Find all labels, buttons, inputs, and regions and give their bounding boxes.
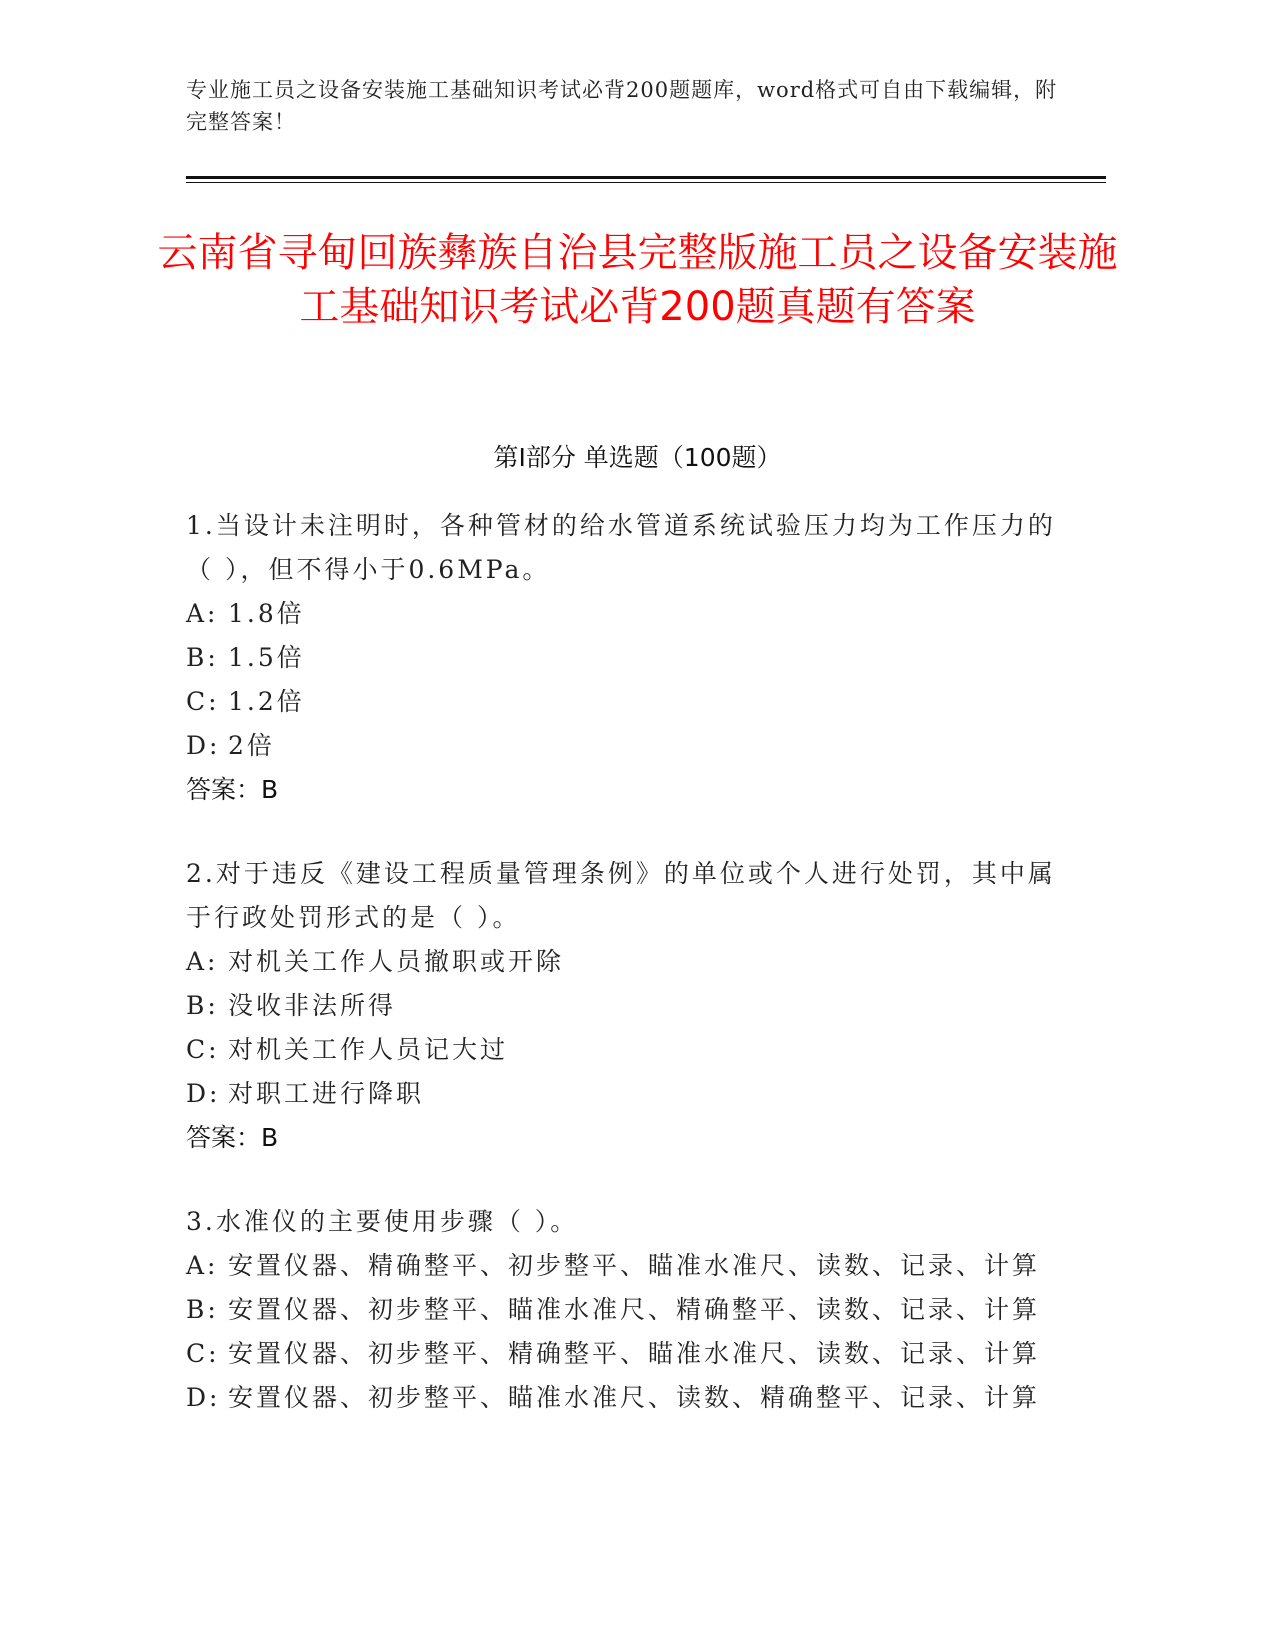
option-text: 没收非法所得 [228,991,397,1020]
option-letter: C: [186,687,220,716]
question-stem: 2.对于违反《建设工程质量管理条例》的单位或个人进行处罚，其中属于行政处罚形式的是（ ）。 [186,859,1056,932]
option-d [186,724,1066,768]
answer: 答案：B [186,775,279,804]
option-b [186,984,1066,1028]
option-letter: A: [186,947,219,976]
option-text: 对机关工作人员撤职或开除 [228,947,565,976]
question-2 [186,852,1066,1160]
option-letter: A: [186,599,219,628]
option-letter: B: [186,991,219,1020]
document-title: 云南省寻甸回族彝族自治县完整版施工员之设备安装施工基础知识考试必背200题真题有答案 [157,230,1118,330]
header-rule-thin [186,182,1106,183]
option-a [186,940,1066,984]
option-c [186,1332,1066,1376]
question-3 [186,1200,1066,1420]
option-text: 安置仪器、初步整平、瞄准水准尺、读数、精确整平、记录、计算 [228,1383,1041,1412]
header-note: 专业施工员之设备安装施工基础知识考试必背200题题库，word格式可自由下载编辑，附完整答案！ [186,78,1058,134]
option-b [186,636,1066,680]
option-letter: C: [186,1339,220,1368]
option-text: 1.2倍 [228,687,305,716]
option-letter: B: [186,643,219,672]
option-c [186,680,1066,724]
option-a [186,592,1066,636]
option-letter: D: [186,1383,221,1412]
question-stem: 1.当设计未注明时，各种管材的给水管道系统试验压力均为工作压力的（ ），但不得小于0.6MPa。 [186,511,1056,584]
option-letter: D: [186,1079,221,1108]
option-text: 安置仪器、初步整平、瞄准水准尺、精确整平、读数、记录、计算 [228,1295,1041,1324]
option-d [186,1072,1066,1116]
option-text: 对职工进行降职 [228,1079,425,1108]
answer: 答案：B [186,1123,279,1152]
question-stem: 3.水准仪的主要使用步骤（ ）。 [186,1207,579,1236]
option-text: 安置仪器、初步整平、精确整平、瞄准水准尺、读数、记录、计算 [228,1339,1041,1368]
question-1 [186,504,1066,812]
option-letter: A: [186,1251,219,1280]
header-rule-thick [186,176,1106,179]
option-text: 1.8倍 [228,599,305,628]
option-b [186,1288,1066,1332]
option-a [186,1244,1066,1288]
option-text: 安置仪器、精确整平、初步整平、瞄准水准尺、读数、记录、计算 [228,1251,1041,1280]
option-letter: B: [186,1295,219,1324]
option-text: 2倍 [228,731,275,760]
option-text: 1.5倍 [228,643,305,672]
section-title: 第I部分 单选题（100题） [493,443,782,472]
option-letter: D: [186,731,221,760]
option-letter: C: [186,1035,220,1064]
option-c [186,1028,1066,1072]
option-text: 对机关工作人员记大过 [228,1035,509,1064]
option-d [186,1376,1066,1420]
